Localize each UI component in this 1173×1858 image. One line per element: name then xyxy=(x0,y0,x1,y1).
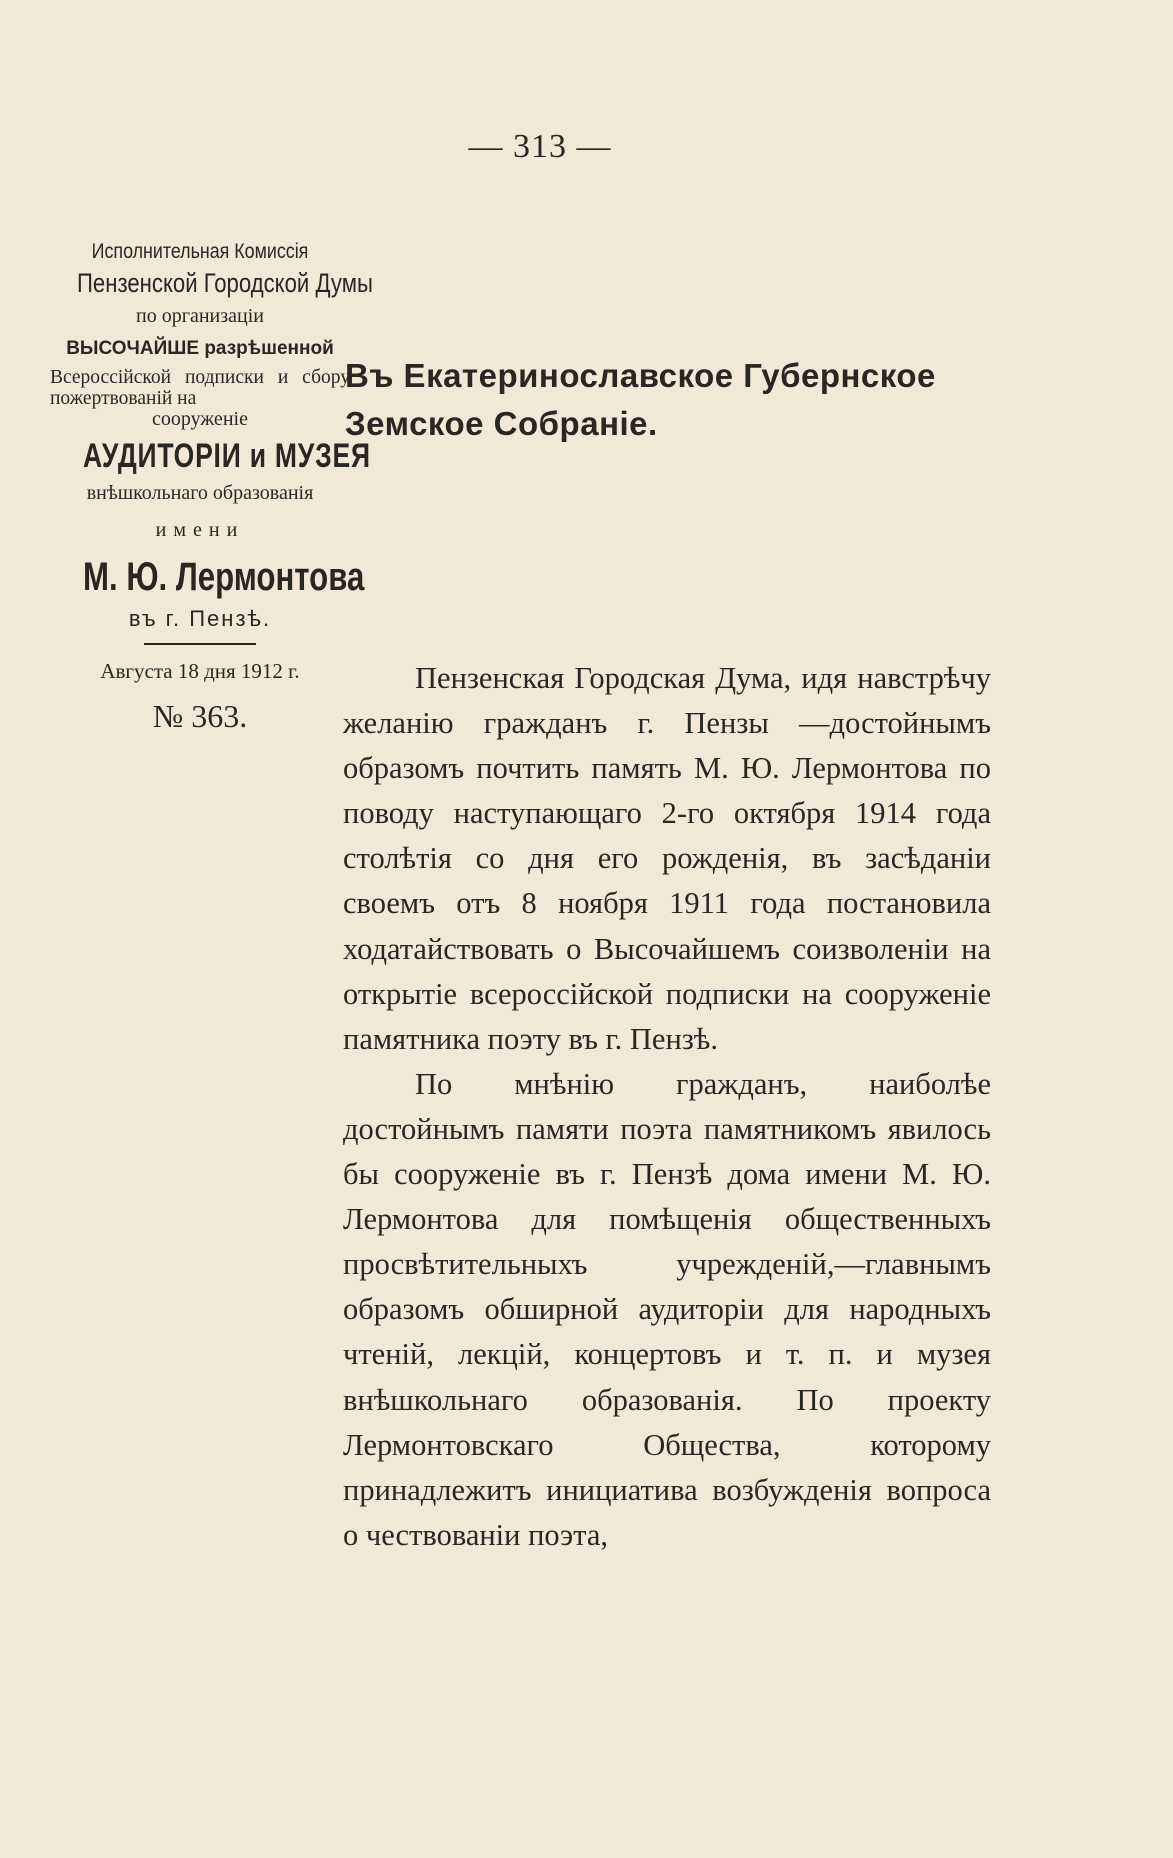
letterhead-permitted: ВЫСОЧАЙШЕ разрѣшенной xyxy=(66,338,334,360)
letter-body xyxy=(343,656,991,1558)
letterhead-name-of: имени xyxy=(155,519,245,542)
letterhead-divider xyxy=(144,643,256,645)
letterhead-lermontov: М. Ю. Лермонтова xyxy=(83,555,365,600)
letterhead-commission: Исполнительная Комиссія xyxy=(91,240,309,263)
letterhead-city: въ г. Пензѣ. xyxy=(128,606,272,632)
letterhead-education: внѣшкольнаго образованія xyxy=(86,482,314,505)
letterhead-organization: по организаціи xyxy=(136,305,264,328)
letterhead-sidebar xyxy=(50,240,373,734)
body-paragraph-1: Пензенская Городская Дума, идя навстрѣчу желанію гражданъ г. Пензы —достойнымъ образомъ почтить память М. Ю. Лермонтова по поводу наступающаго 2-го октября 1914 года столѣтія со дня его рожденія, въ засѣданіи своемъ отъ 8 ноября 1911 года постановила ходатайствовать о Высочайшемъ соизволеніи на открытіе всероссійской подписки на сооруженіе памятника поэту въ г. Пензѣ. xyxy=(343,661,991,1056)
letter-number: № 363. xyxy=(152,697,248,734)
letterhead-construction: сооруженіе xyxy=(152,407,248,430)
page-number: — 313 — xyxy=(468,128,612,165)
addressee-heading: Въ Екатеринославское Губернское Земское Собраніе. xyxy=(345,357,936,442)
letter-date: Августа 18 дня 1912 г. xyxy=(100,659,300,684)
letterhead-auditorium: АУДИТОРІИ и МУЗЕЯ xyxy=(83,436,371,475)
letterhead-duma: Пензенской Городской Думы xyxy=(77,268,373,299)
letterhead-subscription: Всероссійской подписки и сбору пожертвованій на xyxy=(50,367,350,409)
body-paragraph-2: По мнѣнію гражданъ, наиболѣе достойнымъ памяти поэта памятникомъ явилось бы сооруженіе въ г. Пензѣ дома имени М. Ю. Лермонтова для помѣщенія общественныхъ просвѣтительныхъ учрежденій,—главнымъ образомъ обширной аудиторіи для народныхъ чтеній, лекцій, концертовъ и т. п. и музея внѣшкольнаго образованія. По проекту Лермонтовскаго Общества, которому принадлежитъ инициатива возбужденія вопроса о чествованіи поэта, xyxy=(343,1066,991,1552)
